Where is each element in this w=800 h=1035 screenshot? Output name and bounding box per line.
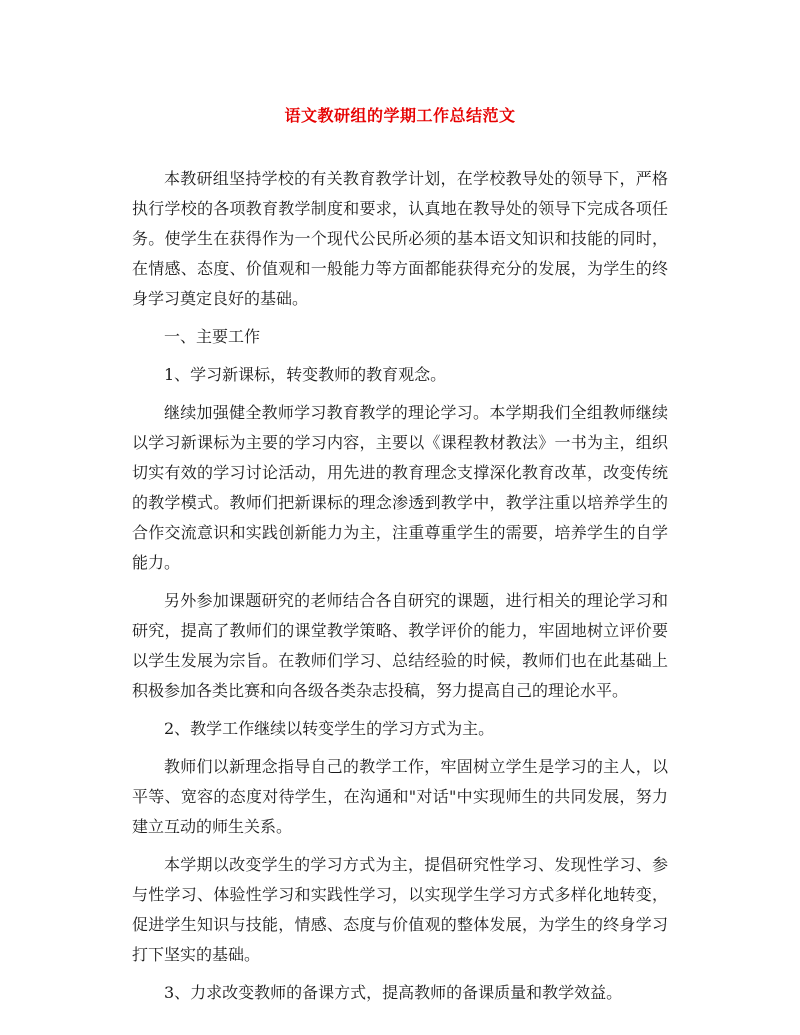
paragraph-new-concepts: 教师们以新理念指导自己的教学工作，牢固树立学生是学习的主人，以平等、宽容的态度对待学生，在沟通和"对话"中实现师生的共同发展，努力建立互动的师生关系。 (132, 757, 668, 836)
subheading-2: 2、教学工作继续以转变学生的学习方式为主。 (164, 719, 495, 738)
paragraph-learning-methods: 本学期以改变学生的学习方式为主，提倡研究性学习、发现性学习、参与性学习、体验性学习和实践性学习，以实现学生学习方式多样化地转变，促进学生知识与技能，情感、态度与价值观的整体发展，为学生的终身学习打下坚实的基础。 (132, 855, 668, 964)
paragraph-research: 另外参加课题研究的老师结合各自研究的课题，进行相关的理论学习和研究，提高了教师们的课堂教学策略、教学评价的能力，牢固地树立评价要以学生发展为宗旨。在教师们学习、总结经验的时候，教师们也在此基础上积极参加各类比赛和向各级各类杂志投稿，努力提高自己的理论水平。 (132, 591, 668, 700)
section-heading-main-work: 一、主要工作 (164, 327, 261, 346)
subheading-3: 3、力求改变教师的备课方式，提高教师的备课质量和教学效益。 (164, 983, 623, 1002)
subheading-1: 1、学习新课标，转变教师的教育观念。 (164, 365, 447, 384)
paragraph-intro: 本教研组坚持学校的有关教育教学计划，在学校教导处的领导下，严格执行学校的各项教育教学制度和要求，认真地在教导处的领导下完成各项任务。使学生在获得作为一个现代公民所必须的基本语文知识和技能的同时，在情感、态度、价值观和一般能力等方面都能获得充分的发展，为学生的终身学习奠定良好的基础。 (132, 169, 668, 308)
document-title: 语文教研组的学期工作总结范文 (284, 106, 516, 125)
paragraph-theory-study: 继续加强健全教师学习教育教学的理论学习。本学期我们全组教师继续以学习新课标为主要的学习内容，主要以《课程教材教法》一书为主，组织切实有效的学习讨论活动，用先进的教育理念支撑深化教育改革，改变传统的教学模式。教师们把新课标的理念渗透到教学中，教学注重以培养学生的合作交流意识和实践创新能力为主，注重尊重学生的需要，培养学生的自学能力。 (132, 403, 668, 572)
